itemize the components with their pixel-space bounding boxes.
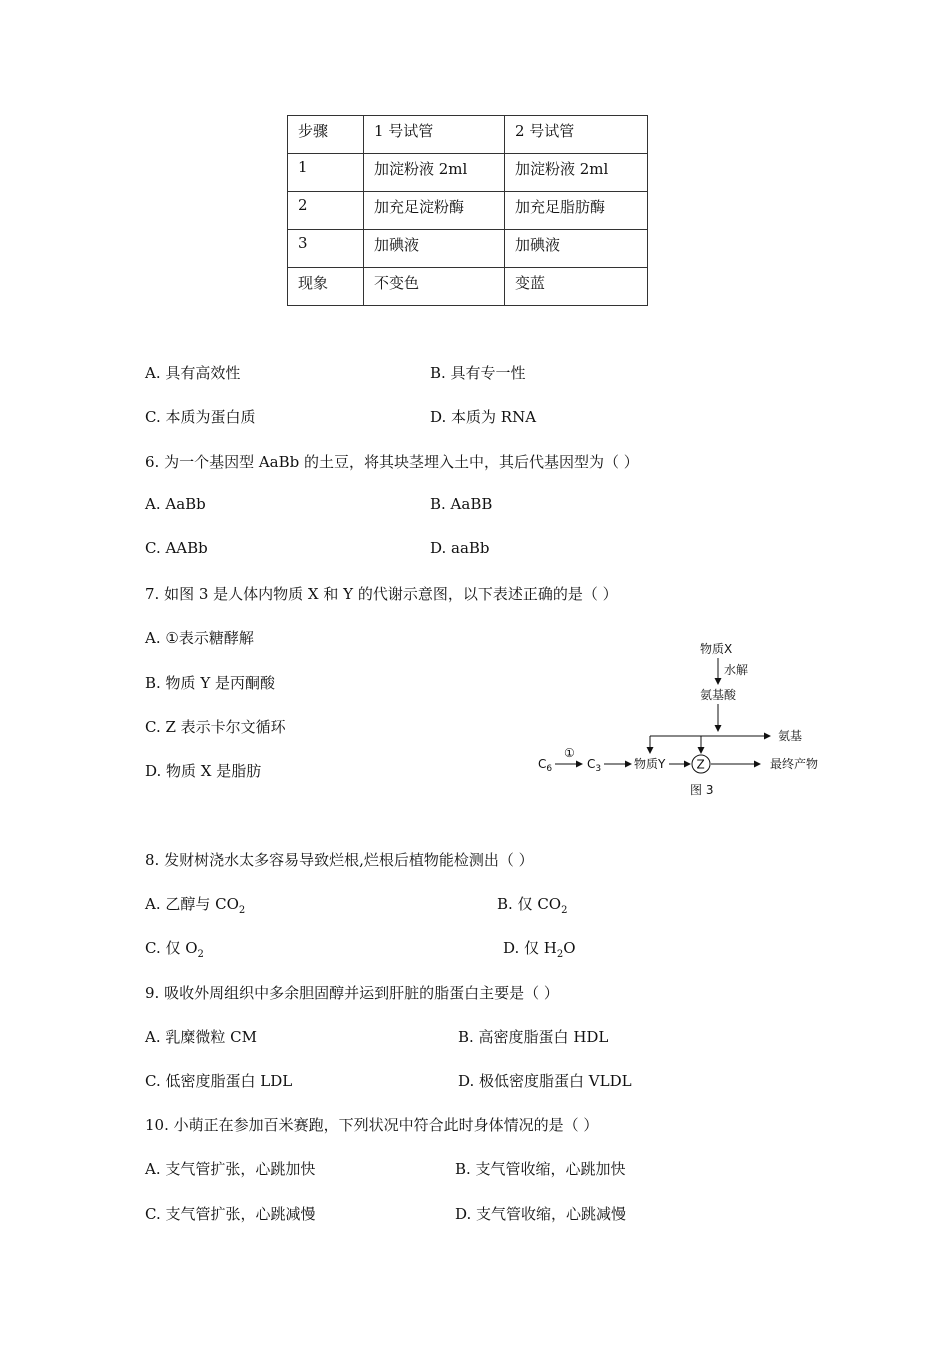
q10-stem: 10. 小萌正在参加百米赛跑，下列状况中符合此时身体情况的是（ ） <box>145 1116 599 1134</box>
q8-option-a: A. 乙醇与 $CO_2$ <box>145 895 246 916</box>
experiment-table <box>287 115 648 306</box>
metabolism-diagram <box>530 636 830 806</box>
q7-option-d: D. 物质 X 是脂肪 <box>145 762 262 780</box>
table-cell: 3 <box>288 230 364 268</box>
q9-option-c: C. 低密度脂蛋白 LDL <box>145 1072 293 1090</box>
q10-option-c: C. 支气管扩张，心跳减慢 <box>145 1205 316 1223</box>
q10-option-a: A. 支气管扩张，心跳加快 <box>145 1160 316 1178</box>
q8-option-c: C. 仅 $O_2$ <box>145 939 204 960</box>
table-cell: 变蓝 <box>505 268 648 306</box>
table-cell: 加碘液 <box>505 230 648 268</box>
q6-option-a: A. AaBb <box>145 495 206 513</box>
q9-option-d: D. 极低密度脂蛋白 VLDL <box>458 1072 632 1090</box>
table-cell: 现象 <box>288 268 364 306</box>
q5-option-c: C. 本质为蛋白质 <box>145 408 256 426</box>
label-c3: $C_3$ <box>587 757 602 774</box>
table-row <box>288 192 648 230</box>
label-c6: $C_6$ <box>538 757 553 774</box>
table-cell: 加淀粉液 2ml <box>505 154 648 192</box>
table-row <box>288 154 648 192</box>
q7-option-c: C. Z 表示卡尔文循环 <box>145 718 286 736</box>
q8-option-d: D. 仅 $H_2O$ <box>503 939 576 960</box>
q7-option-a: A. ①表示糖酵解 <box>145 629 254 647</box>
q6-option-b: B. AaBB <box>430 495 493 513</box>
q9-option-b: B. 高密度脂蛋白 HDL <box>458 1028 609 1046</box>
q5-option-d: D. 本质为 RNA <box>430 408 537 426</box>
table-cell: 2 <box>288 192 364 230</box>
label-amino: 氨基 <box>778 729 803 743</box>
label-substance-y: 物质Y <box>634 757 666 771</box>
table-cell: 2 号试管 <box>505 116 648 154</box>
q9-option-a: A. 乳糜微粒 CM <box>145 1028 257 1046</box>
q8-stem: 8. 发财树浇水太多容易导致烂根,烂根后植物能检测出（ ） <box>145 851 534 869</box>
table-cell: 加充足淀粉酶 <box>364 192 505 230</box>
q8-option-b: B. 仅 $CO_2$ <box>497 895 568 916</box>
table-row <box>288 268 648 306</box>
q5-option-b: B. 具有专一性 <box>430 364 526 382</box>
label-final-product: 最终产物 <box>770 757 819 771</box>
table-cell: 不变色 <box>364 268 505 306</box>
table-cell: 步骤 <box>288 116 364 154</box>
q10-option-d: D. 支气管收缩，心跳减慢 <box>455 1205 627 1223</box>
table-cell: 1 <box>288 154 364 192</box>
table-cell: 加淀粉液 2ml <box>364 154 505 192</box>
table-cell: 1 号试管 <box>364 116 505 154</box>
q6-stem: 6. 为一个基因型 AaBb 的土豆，将其块茎埋入土中，其后代基因型为（ ） <box>145 453 639 471</box>
label-hydrolysis: 水解 <box>724 663 749 677</box>
label-substance-x: 物质X <box>700 642 733 656</box>
label-amino-acid: 氨基酸 <box>700 688 737 702</box>
q6-option-c: C. AABb <box>145 539 208 557</box>
label-step-1: ① <box>564 746 575 760</box>
label-z: Z <box>696 757 705 772</box>
figure-caption: 图 3 <box>690 783 714 797</box>
q10-option-b: B. 支气管收缩，心跳加快 <box>455 1160 626 1178</box>
q9-stem: 9. 吸收外周组织中多余胆固醇并运到肝脏的脂蛋白主要是（ ） <box>145 984 559 1002</box>
q7-stem: 7. 如图 3 是人体内物质 X 和 Y 的代谢示意图，以下表述正确的是（ ） <box>145 585 618 603</box>
table-cell: 加充足脂肪酶 <box>505 192 648 230</box>
table-cell: 加碘液 <box>364 230 505 268</box>
q7-option-b: B. 物质 Y 是丙酮酸 <box>145 674 275 692</box>
q5-option-a: A. 具有高效性 <box>145 364 241 382</box>
table-row <box>288 230 648 268</box>
table-header-row <box>288 116 648 154</box>
q6-option-d: D. aaBb <box>430 539 490 557</box>
